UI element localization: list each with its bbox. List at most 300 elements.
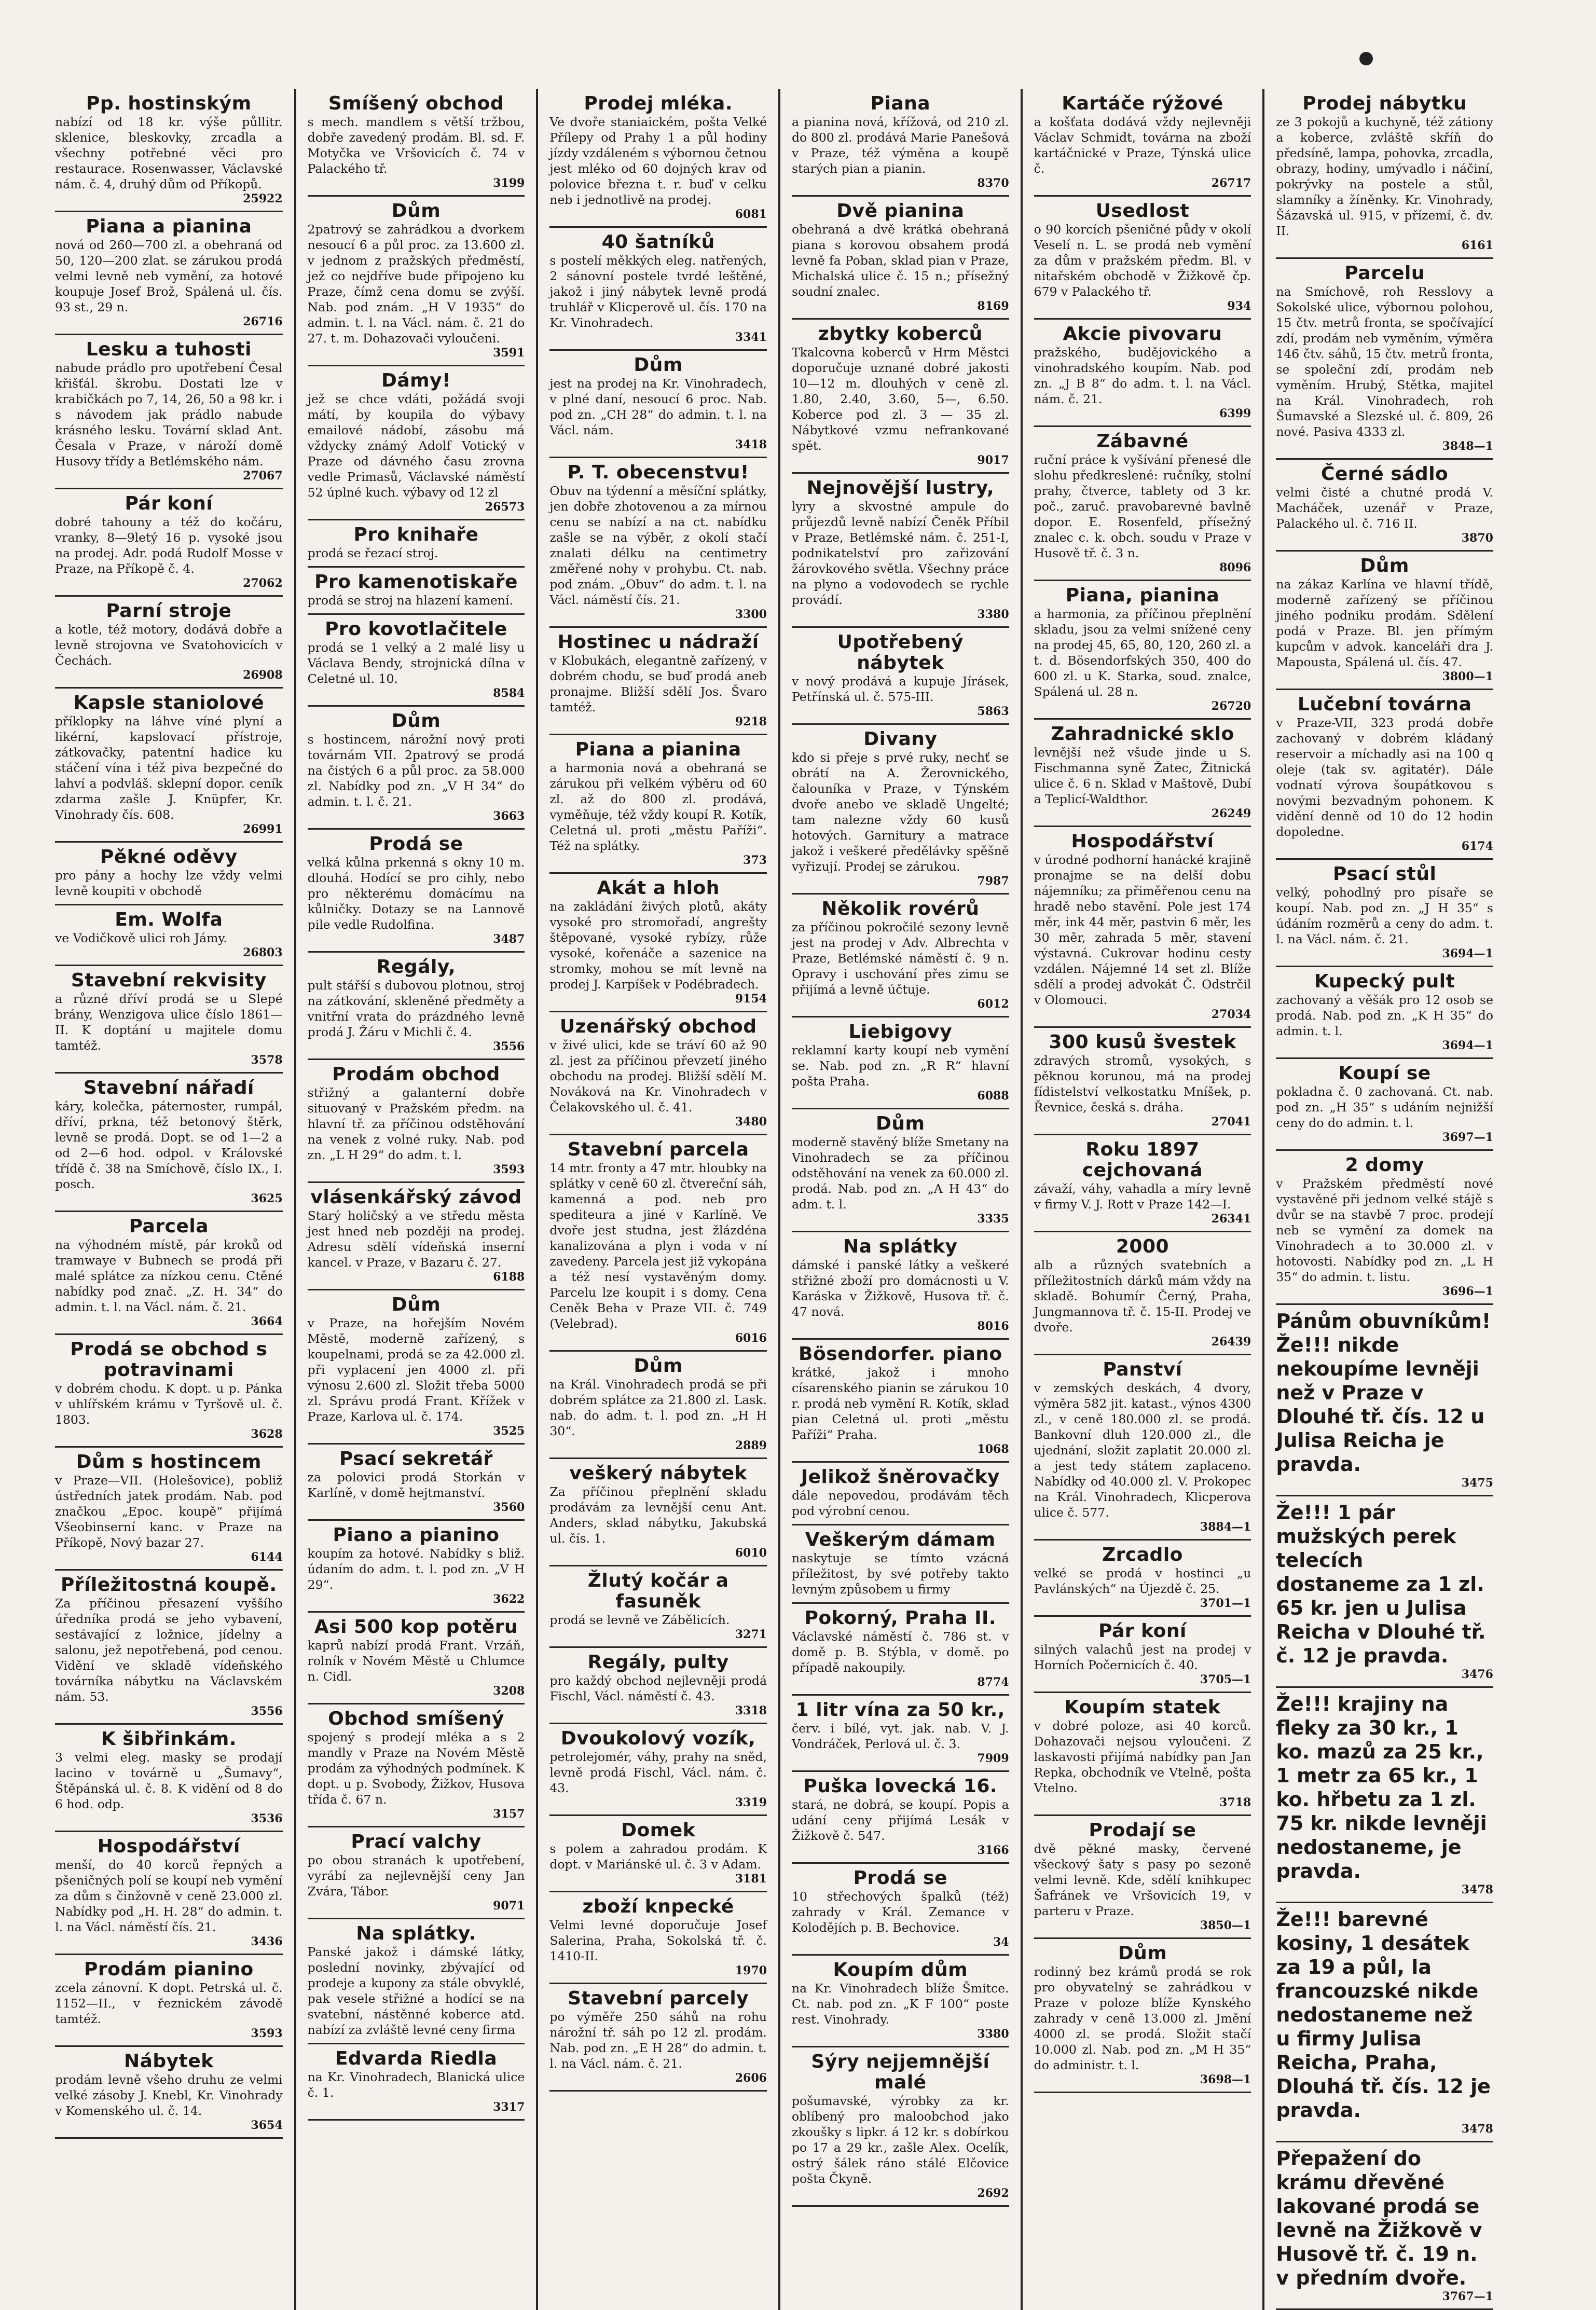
ad-body: na Kr. Vinohradech blíže Šmitce. Ct. nab. pod zn. „K F 100“ poste rest. Vinohrady. [791, 1981, 1009, 2027]
ad-body: pražského, budějovického a vinohradského koupím. Nab. pod zn. „J B 8“ do adm. t. l. na Václ. nám. č. 21. [1034, 345, 1251, 406]
ad-code: 3696—1 [1442, 1285, 1493, 1298]
ad-title: Pp. hostinským [86, 93, 252, 114]
ad-code: 3478 [1461, 2122, 1493, 2136]
ad-body: na Král. Vinohradech prodá se při dobrém splátce za 21.800 zl. Lask. nab. do adm. t. l. pod zn. „H H 30“. [549, 1377, 767, 1438]
ad-column [1021, 89, 1263, 2310]
ad-body: velká kůlna prkenná s okny 10 m. dlouhá. Hodící se pro cihly, nebo pro některému domácímu na kůlničky. Dotazy se na Lannově pile vedle Rudolfina. [307, 855, 525, 932]
ad-code: 6010 [735, 1546, 767, 1560]
classified-ad [549, 1984, 767, 2092]
ad-code: 3319 [735, 1796, 767, 1809]
ad-body: velmi čisté a chutné prodá V. Macháček, uzenář v Praze, Palackého ul. č. 716 II. [1276, 485, 1493, 531]
ad-column [1262, 89, 1505, 2310]
ad-code: 3697—1 [1442, 1131, 1493, 1144]
classified-ad [792, 1018, 1009, 1109]
ad-title: Lesku a tuhosti [86, 339, 252, 360]
ad-title: Piana [870, 93, 931, 114]
ad-body: 3 velmi eleg. masky se prodají lacino v továrně u „Šumavy“, Štěpánská ul. č. 8. K vidění od 8 do 6 hod. odp. [55, 1750, 283, 1811]
classified-ad [792, 197, 1009, 320]
ad-code: 7909 [977, 1752, 1009, 1765]
ad-column [778, 89, 1021, 2310]
ad-body: v Praze, na hořejším Novém Městě, moderně zařízený, s koupelnami, prodá se za 42.000 zl. při vyplacení jen 4000 zl. při výnosu 2.600 zl. Složit třeba 5000 zl. Správu prodá Frant. Křížek v Praze, Karlova ul. č. 174. [307, 1316, 525, 1424]
ad-code: 3199 [493, 176, 525, 190]
ad-body: lyry a skvostné ampule do průjezdů levně nabízí Čeněk Příbil v Praze, Betlémské nám. č. 251-I, podnikatelství pro zařizování žárovkového světla. Všechny práce na plyno a vodovodech se rychle provádí. [791, 499, 1009, 607]
classified-ad [55, 905, 283, 966]
classified-ad [549, 628, 767, 735]
classified-ad [55, 335, 283, 489]
ad-code: 9071 [493, 1899, 525, 1913]
ad-title: Domek [621, 1820, 696, 1841]
classified-ad [1276, 1059, 1493, 1151]
classified-ad [1276, 1151, 1493, 1305]
ad-title: Dům [391, 710, 441, 732]
ad-title: Sýry nejjemnější malé [811, 2051, 990, 2093]
classified-ad [792, 1956, 1009, 2047]
ad-code: 3664 [251, 1315, 283, 1328]
ad-title: Zahradnické sklo [1051, 723, 1234, 745]
ad-title: 2000 [1116, 1236, 1170, 1257]
classified-ad [549, 1892, 767, 1984]
ad-body: v Praze-VII, 323 prodá dobře zachovaný v dobrém kládaný reservoir a míchadly asi na 100 q oleje (tak sv. agitatér). Dále vodnatí výrova šoupátkovou s novými bezvadným pohonem. K vidění denně od 10 do 12 hodin dopoledne. [1276, 716, 1493, 839]
ad-body: a různé dříví prodá se u Slepé brány, Wenzigova ulice číslo 1861—II. K doptání u majitele domu tamtéž. [55, 992, 283, 1053]
classified-ad [792, 474, 1009, 628]
ad-title: Kapsle staniolové [73, 692, 265, 713]
ad-code: 8370 [977, 176, 1009, 190]
ad-body: v Pražském předměstí nové vystavěné při jednom velké stájě s dvůr se na stavbě 7 proc. prodejí neb se vymění za domek na Vinohradech a to 30.000 zl. v hotovosti. Nabídky pod zn. „L H 35“ do admin. t. listu. [1276, 1176, 1493, 1284]
ad-title: Kupecký pult [1314, 971, 1455, 992]
classified-ad [1034, 320, 1251, 427]
classified-ad [308, 830, 525, 953]
ad-title: Obchod smíšený [328, 1708, 504, 1729]
classified-ad [1276, 460, 1493, 552]
ad-body: a kotle, též motory, dodává dobře a levně strojovna ve Svatohovicích v Čechách. [55, 622, 283, 668]
classified-ad [308, 953, 525, 1060]
ad-title: Černé sádlo [1321, 463, 1449, 485]
ad-code: 3380 [977, 2027, 1009, 2041]
ad-code: 8584 [493, 686, 525, 700]
ad-title: Dům [876, 1113, 925, 1134]
ad-body: Tkalcovna koberců v Hrm Městci doporučuje uznané dobré jakosti 10—12 m. dlouhých v ceně zl. 1.80, 2.40, 3.60, 5—, 6.50. Koberce pod zl. 3 — 35 zl. Nábytkové vzmu nefrankované spět. [791, 345, 1009, 453]
ad-body: a harmonia nová a obehraná se zárukou při velkém výběru od 60 zl. až do 800 zl. prodává, vyměňuje, též vždy koupí R. Kotík, Celetná ul. proti „městu Paříži“. Též na splátky. [549, 761, 767, 853]
ad-title: Pěkné oděvy [100, 846, 238, 868]
ad-title: Prodej nábytku [1302, 93, 1467, 114]
ad-code: 934 [1227, 299, 1251, 313]
ad-body: za polovici prodá Storkán v Karlíně, v domě hejtmanství. [307, 1470, 525, 1500]
ad-title: Lučební továrna [1297, 694, 1472, 715]
classified-ad [549, 1135, 767, 1352]
ad-title: Jelikož šněrovačky [801, 1466, 1000, 1488]
ad-title: Piana a pianina [86, 216, 252, 237]
ad-code: 1970 [735, 1964, 767, 1977]
ad-title: Koupím statek [1064, 1697, 1221, 1718]
ad-code: 9218 [735, 715, 767, 728]
ad-code: 26716 [243, 315, 283, 328]
ad-body: kdo si přeje s prvé ruky, nechť se obrátí na A. Žerovnického, čalouníka v Praze, v Týnském dvoře anebo ve skladě Ungelté; tam nalezne vždy 60 kusů hotových. Garnitury a matrace jakož i veškeré předělávky spěšně vyřizují. Prodej se zárukou. [791, 750, 1009, 874]
classified-ad [1276, 1305, 1493, 1496]
classified-ad [55, 843, 283, 905]
ad-body: obehraná a dvě krátká obehraná piana s korovou obsahem prodá levně fa Poban, sklad pian v Praze, Michalská ulice č. 15 n.; přísežný soudní znalec. [791, 222, 1009, 299]
classified-ad [792, 1340, 1009, 1463]
classified-ad [792, 1604, 1009, 1696]
ad-body: 2patrový se zahrádkou a dvorkem nesoucí 6 a půl proc. za 13.600 zl. v jednom z pražských předměstí, jež co nejdříve bude připojeno ku Praze, čímž cena domu se zvýší. Nab. pod znám. „H V 1935“ do admin. t. l. na Václ. nám. č. 21 do 27. t. m. Dohazovači vyloučeni. [307, 222, 525, 346]
ad-title: Pár koní [125, 493, 213, 514]
ad-code: 3591 [493, 346, 525, 360]
ad-title: Nejnovější lustry, [806, 477, 995, 499]
ad-title: Upotřebený nábytek [837, 631, 964, 673]
ad-title: Asi 500 kop potěru [314, 1616, 518, 1638]
ad-code: 7987 [977, 874, 1009, 888]
ad-code: 3694—1 [1442, 1039, 1493, 1052]
ad-body: prodá se levně ve Zábělicích. [549, 1613, 730, 1627]
ad-title: Psací stůl [1333, 863, 1437, 885]
ad-title: Divany [863, 728, 938, 750]
classified-ad [55, 2047, 283, 2139]
classified-ad [549, 1724, 767, 1816]
ad-title: Kartáče rýžové [1062, 93, 1223, 114]
ad-title: Žlutý kočár a fasuněk [587, 1570, 729, 1612]
columns-container [52, 89, 1505, 2303]
classified-ad [55, 966, 283, 1074]
classified-ad [792, 1696, 1009, 1772]
ad-body: a košťata dodává vždy nejlevněji Václav Schmidt, továrna na zboží kartáčnické v Praze, Týnská ulice č. [1034, 115, 1251, 176]
ad-code: 26991 [243, 822, 283, 836]
ad-code: 3317 [493, 2100, 525, 2114]
ad-body: závaží, váhy, vahadla a míry levně v firmy V. J. Rott v Praze 142—I. [1034, 1181, 1251, 1212]
ad-code: 3556 [493, 1040, 525, 1053]
ad-body: v Klobukách, elegantně zařízený, v dobrém chodu, se buď prodá aneb pronajme. Bližší sdělí Jos. Švaro tamtéž. [549, 653, 767, 714]
ad-body: Za příčinou přesazení vyššího úředníka prodá se jeho vybavení, sestávající z ložnice, jídelny a salonu, jež nepotřebená, pod cenou. Vidění ve skladě vídeňského továrníka nábytku na Václavském nám. 53. [55, 1596, 283, 1704]
ad-code: 373 [743, 854, 767, 867]
classified-ad [55, 689, 283, 843]
ad-code: 34 [993, 1935, 1009, 1949]
ad-body: prodá se stroj na hlazení kamení. [307, 593, 513, 608]
classified-ad [308, 197, 525, 366]
classified-ad [308, 2044, 525, 2121]
ad-title: Dům s hostincem [76, 1451, 262, 1473]
ad-body: ruční práce k vyšívání přenesé dle slohu předkreslené: ručníky, stolní prahy, čtverce, tablety od 3 kr. poč., zaruč. pravobarevné bavlně dopor. E. Rosenfeld, přísežný znalec c. k. obch. soudu v Praze v Husově tř. č. 3 n. [1034, 452, 1251, 560]
classified-ad [55, 1832, 283, 1955]
ad-code: 3870 [1461, 531, 1493, 545]
ad-code: 3271 [735, 1628, 767, 1641]
ad-body: krátké, jakož i mnoho císarenského pianin se zárukou 10 r. prodá neb vymění R. Kotík, sklad pian Celetná ul. proti „městu Paříži“ Praha. [791, 1365, 1009, 1442]
ad-body: levnější než všude jinde u S. Fischmanna syně Žatec, Žitnická ulice č. 6 n. Sklad v Maštově, Dubí a Teplicí-Waldthor. [1034, 745, 1251, 806]
ad-body: nová od 260—700 zl. a obehraná od 50, 120—200 zlat. se zárukou prodá velmi levně neb vymění, za hotové koupuje Josef Brož, Spálená ul. čís. 93 st., 29 n. [55, 238, 283, 314]
ad-code: 5863 [977, 705, 1009, 718]
ad-title: Pro knihaře [353, 524, 479, 545]
ad-title: Smíšený obchod [328, 93, 504, 114]
ad-title: Parní stroje [106, 600, 232, 622]
ad-body: v Praze—VII. (Holešovice), pobliž ústředních jatek prodám. Nab. pod značkou „Epoc. koupě“ přijímá Všeobinserní kanc. v Praze na Příkopě, Nový bazar 27. [55, 1473, 283, 1550]
ad-code: 26720 [1211, 699, 1251, 713]
ad-code: 3663 [493, 809, 525, 823]
ad-code: 3800—1 [1442, 670, 1493, 683]
classified-ad [792, 1109, 1009, 1232]
classified-ad [1034, 1693, 1251, 1816]
ad-code: 6174 [1461, 840, 1493, 853]
classified-ad [549, 89, 767, 228]
classified-ad [792, 628, 1009, 725]
ad-body: červ. i bílé, vyt. jak. nab. V. J. Vondráček, Perlová ul. č. 3. [791, 1721, 1009, 1751]
ad-body: na zakládání živých plotů, akáty vysoké pro stromořadí, angrešty štěpované, vysoké rybízy, růže vysoké, kořenáče a sazenice na stromky, mohou se mít levně na prodej J. Karpíšek v Podébradech. [549, 899, 767, 992]
ad-body: moderně stavěný blíže Smetany na Vinohradech se za příčinou odstěhování na venek za 60.000 zl. prodá. Nab. pod zn. „A H 43“ do adm. t. l. [791, 1135, 1009, 1212]
ad-code: 3848—1 [1442, 439, 1493, 453]
ad-title: Stavební parcely [568, 1988, 749, 2009]
ad-title: Na splátky. [356, 1923, 476, 1944]
classified-ad [55, 489, 283, 597]
ad-title: Dvě pianina [836, 200, 965, 222]
ad-title: vlásenkářský závod [310, 1187, 522, 1208]
ad-code: 3694—1 [1442, 947, 1493, 960]
ad-code: 25922 [243, 192, 283, 205]
ad-body: na výhodném místě, pár kroků od tramwaye v Bubnech se prodá při malé splátce za nízkou cenu. Ctěné nabídky pod znač. „Z. H. 34“ do admin. t. l. na Václ. nám. č. 21. [55, 1238, 283, 1314]
ad-title: Dům [634, 354, 683, 376]
ad-title: Psací sekretář [339, 1448, 493, 1469]
classified-ad [549, 874, 767, 1012]
classified-ad [792, 895, 1009, 1018]
ad-body: zdravých stromů, vysokých, s pěknou korunou, má na prodej fídistelství velkostatku Mníšek, p. Řevnice, česká s. dráha. [1034, 1053, 1251, 1115]
ad-code: 26341 [1211, 1212, 1251, 1226]
ad-code: 27067 [243, 469, 283, 483]
ad-code: 3578 [251, 1053, 283, 1067]
ad-title: Prodá se [369, 833, 463, 855]
ad-title: Prodají se [1089, 1820, 1196, 1841]
ad-code: 26249 [1211, 807, 1251, 820]
classified-ad [55, 1448, 283, 1571]
ad-body: pult stářší s dubovou plotnou, stroj na zátkování, skleněné předměty a vnitřní vrata do prázdného levně prodá J. Žáru v Michli č. 4. [307, 978, 525, 1039]
ad-code: 26717 [1211, 176, 1251, 190]
ad-code: 3622 [493, 1592, 525, 1606]
classified-ad [308, 1060, 525, 1183]
ad-title: Zrcadlo [1102, 1544, 1183, 1565]
ad-title: Hospodářství [97, 1836, 240, 1857]
classified-ad [55, 89, 283, 212]
classified-ad [308, 1290, 525, 1445]
ad-body: s hostincem, nárožní nový proti továrnám VII. 2patrový se prodá na čistých 6 a půl proc. za 58.000 zl. Nabídky pod zn. „V H 34“ do admin. t. l. č. 21. [307, 732, 525, 809]
ad-code: 27041 [1211, 1115, 1251, 1129]
ad-title: Piano a pianino [333, 1524, 500, 1546]
ad-title: Liebigovy [848, 1021, 953, 1042]
ad-title: Stavební nářadí [83, 1077, 254, 1098]
ad-body: a harmonia, za příčinou přeplnění skladu, jsou za velmi snížené ceny na prodej 45, 65, 80, 120, 260 zl. a t. d. Bösendorfských 350, 400 do 600 zl. u K. Starka, soud. znalce, Spálená ul. 28 n. [1034, 607, 1251, 699]
ad-title: Prodá se obchod s potravinami [70, 1339, 268, 1381]
ad-title: Příležitostná koupě. [60, 1574, 277, 1596]
ad-body: petrolejomér, váhy, prahy na sněd, levně prodá Fischl, Václ. nám. č. 43. [549, 1750, 767, 1795]
ad-title: Piana a pianina [575, 739, 741, 760]
classified-ad [1034, 581, 1251, 720]
ad-title: Roku 1897 cejchovaná [1082, 1139, 1203, 1181]
classified-ad [1276, 967, 1493, 1059]
ad-body: pro pány a hochy lze vždy velmi levně koupiti v obchodě [55, 868, 283, 898]
ad-body: Že!!! 1 pár mužských perek telecích dostaneme za 1 zl. 65 kr. jen u Julisa Reicha v Dlouhé tř. č. 12 je pravda. [1276, 1501, 1486, 1667]
ad-title: Puška lovecká 16. [803, 1776, 998, 1797]
ad-title: Koupím dům [833, 1959, 968, 1981]
ad-title: 2 domy [1345, 1154, 1424, 1176]
ad-body: Starý holičský a ve středu města jest hned neb později na prodej. Adresu sdělí vídeňská inserní kancel. v Praze, v Bazaru č. 27. [307, 1208, 525, 1270]
ad-title: Pro kamenotiskaře [314, 571, 518, 593]
ad-body: ze 3 pokojů a kuchyně, též zátiony a koberce, zvláště skříň do předsíně, lampa, pohovka, zrcadla, obrazy, hodiny, umývadlo i náčiní, pokrývky na postele a stůl, slamníky a žíněnky. Kr. Vinohrady, Šázavská ul. 915, v přízemí, č. dv. II. [1276, 115, 1493, 238]
ad-body: prodá se řezací stroj. [307, 546, 438, 560]
ad-body: silných valachů jest na prodej v Horních Počernicích č. 40. [1034, 1642, 1251, 1672]
ad-code: 3698—1 [1200, 2073, 1251, 2086]
ad-code: 26803 [243, 946, 283, 959]
ad-title: Akát a hloh [597, 877, 720, 899]
classified-ad [792, 725, 1009, 895]
ad-body: koupím za hotové. Nabídky s bliž. údaním do adm. t. l. pod zn. „V H 29“. [307, 1546, 525, 1592]
ad-code: 3560 [493, 1501, 525, 1514]
classified-ad [1276, 690, 1493, 860]
ad-code: 27034 [1211, 1008, 1251, 1021]
classified-ad [549, 1816, 767, 1892]
classified-ad [308, 568, 525, 615]
ad-title: Prodám obchod [332, 1064, 500, 1085]
classified-ad [549, 735, 767, 874]
ad-body: kaprů nabízí prodá Frant. Vrzáň, rolník v Novém Městě u Chlumce n. Cidl. [307, 1638, 525, 1684]
ad-title: Bösendorfer. piano [799, 1343, 1002, 1365]
classified-ad [549, 1352, 767, 1459]
ad-title: Dům [391, 1294, 441, 1315]
classified-ad [308, 615, 525, 707]
classified-ad [1034, 197, 1251, 320]
classified-ad [1034, 1028, 1251, 1135]
ad-body: Velmi levné doporučuje Josef Salerina, Praha, Sokolská tř. č. 1410-II. [549, 1918, 767, 1963]
ad-code: 3718 [1219, 1796, 1251, 1809]
ad-body: rodinný bez krámů prodá se rok pro obyvatelný se zahrádkou v Praze v poloze blíže Kynského zahrady v ceně 13.000 zl. Jmění 4000 zl. se prodá. Složit stačí 10.000 zl. Nab. pod zn. „M H 35“ do administr. t. l. [1034, 1964, 1251, 2072]
classified-ad [308, 1445, 525, 1521]
ad-title: Em. Wolfa [115, 909, 223, 930]
ad-body: alb a různých svatebních a příležitostních dárků mám vždy na skladě. Bohumír Černý, Praha, Jungmannova tř. č. 15-II. Prodej ve dvoře. [1034, 1258, 1251, 1335]
classified-ad [1034, 720, 1251, 827]
classified-ad [308, 1919, 525, 2044]
ad-title: Dům [391, 200, 441, 222]
ad-title: Na splátky [843, 1236, 958, 1257]
classified-ad [792, 2047, 1009, 2207]
ad-body: naskytuje se tímto vzácná příležitost, by své potřeby takto levným způsobem u firmy [791, 1551, 1009, 1597]
ad-title: Dům [1360, 555, 1409, 576]
ad-code: 2606 [735, 2071, 767, 2085]
ad-body: v živé ulici, kde se tráví 60 až 90 zl. jest za příčinou převzetí jiného obchodu na prodej. Bližší sdělí M. Nováková na Kr. Vinohradech v Čelakovského ul. č. 41. [549, 1038, 767, 1115]
ad-body: dvě pěkné masky, červené všeckový šaty s pasy po sezoně velmi levně. Kde, sdělí knihkupec Šafránek ve Vršovicích 19, v parteru v Praze. [1034, 1841, 1251, 1918]
ad-body: v nový prodává a kupuje Jírásek, Petřínská ul. č. 575-III. [791, 674, 1009, 704]
classified-ad [55, 1725, 283, 1832]
ad-code: 3654 [251, 2119, 283, 2132]
ad-body: s polem a zahradou prodám. K dopt. v Mariánské ul. č. 3 v Adam. [549, 1841, 767, 1872]
classified-ad [308, 1613, 525, 1704]
ad-body: na zákaz Karlína ve hlavní třídě, moderně zařízený se příčinou jiného podniku prodám. Sdělení podá v Praze. Bl. jen přímým kupcům v advok. kanceláři dra J. Mapousta, Spálená ul. čís. 47. [1276, 577, 1493, 669]
classified-ad [1034, 827, 1251, 1028]
ad-title: veškerý nábytek [569, 1463, 747, 1484]
classified-ad [1034, 1541, 1251, 1617]
ad-title: Dům [634, 1355, 683, 1377]
ad-code: 3181 [735, 1872, 767, 1886]
ad-body: 14 mtr. fronty a 47 mtr. hloubky na splátky v ceně 60 zl. čtvereční sáh, kamenná a pod. neb pro spediteura a jiné v Karlíně. Ve dvoře jest studna, jest žlázdéna kanalizována a plyn i voda v ní zavedeny. Parcela jest již vykopána a též nesí vystavěným domy. Parcelu lze koupit i s domy. Cena Ceněk Beha v Praze VII. č. 749 (Velebrad). [549, 1161, 767, 1331]
ad-body: Že!!! krajiny na fleky za 30 kr., 1 ko. mazů za 25 kr., 1 metr za 65 kr., 1 ko. hřbetu za 1 zl. 75 kr. nikde levněji nedostaneme, je pravda. [1276, 1693, 1487, 1882]
ad-body: za příčinou pokročilé sezony levně jest na prodej v Adv. Albrechta v Praze, Betlémské náměstí č. 9 n. Opravy i uschování přes zimu se přijímá a levně účtuje. [791, 920, 1009, 997]
classified-ad [1276, 89, 1493, 259]
ad-title: 1 litr vína za 50 kr., [795, 1699, 1005, 1721]
ad-code: 26439 [1211, 1335, 1251, 1349]
ad-body: s mech. mandlem s větší tržbou, dobře zavedený prodám. Bl. sd. F. Motyčka ve Vršovicích č. 74 v Palackého tř. [307, 115, 525, 176]
classified-ad [1276, 259, 1493, 460]
ad-title: Prodám pianino [84, 1959, 254, 1980]
ad-body: menší, do 40 korců řepných a pšeničných polí se koupí neb vymění za dům s činžovně v ceně 23.000 zl. Nabídky pod „H. H. 28“ do admin. t. l. na Václ. náměstí čís. 21. [55, 1858, 283, 1934]
page-mark [1359, 52, 1373, 65]
ad-title: Usedlost [1095, 200, 1190, 222]
classified-ad [55, 1571, 283, 1725]
ad-code: 3157 [493, 1807, 525, 1821]
ad-code: 3476 [1461, 1668, 1493, 1681]
ad-code: 2692 [977, 2187, 1009, 2200]
ad-body: po obou stranách k upotřebení, vyrábí za nejlevnější ceny Jan Zvára, Tábor. [307, 1853, 525, 1899]
ad-body: prodám levně všeho druhu ze velmi velké zásoby J. Knebl, Kr. Vinohrady v Komenského ul. č. 14. [55, 2072, 283, 2118]
ad-code: 3525 [493, 1424, 525, 1438]
ad-body: stará, ne dobrá, se koupí. Popis a udání ceny přijímá Lesák v Žižkově č. 547. [791, 1797, 1009, 1843]
classified-ad [1034, 1135, 1251, 1232]
ad-code: 3318 [735, 1704, 767, 1717]
ad-body: dámské i panské látky a veškeré střižné zboží pro domácnosti u V. Karáska v Žižkově, Husova tř. č. 47 nová. [791, 1258, 1009, 1319]
ad-code: 3625 [251, 1192, 283, 1205]
ad-title: Stavební rekvisity [71, 970, 267, 991]
ad-body: pro každý obchod nejlevněji prodá Fischl, Václ. náměstí č. 43. [549, 1673, 767, 1703]
ad-title: Koupí se [1338, 1063, 1431, 1084]
ad-body: Přepažení do krámu dřevěné lakované prodá se levně na Žižkově v Husově tř. č. 19 n. v předním dvoře. [1276, 2147, 1482, 2289]
ad-body: v dobré poloze, asi 40 korců. Dohazovači nejsou vyloučeni. Z laskavosti přijímá nabídky pan Jan Repka, obchodník ve Vtelně, pošta Vtelno. [1034, 1718, 1251, 1795]
classified-ad [549, 1648, 767, 1724]
ad-code: 8774 [977, 1675, 1009, 1689]
ad-title: Uzenářský obchod [559, 1016, 757, 1037]
ad-title: zboží knpecké [582, 1896, 734, 1917]
ad-body: spojený s prodejí mléka a s 2 mandly v Praze na Novém Městě prodám za výhodných podmínek. K dopt. u p. Svobody, Žižkov, Husova třída č. 67 n. [307, 1730, 525, 1807]
ad-code: 3701—1 [1200, 1597, 1251, 1610]
classified-ad [55, 1335, 283, 1448]
ad-title: Piana, pianina [1065, 585, 1220, 606]
ad-title: Dům [1118, 1943, 1167, 1964]
ad-code: 6012 [977, 997, 1009, 1011]
ad-code: 3436 [251, 1935, 283, 1948]
ad-body: reklamní karty koupí neb vymění se. Nab. pod zn. „R R“ hlavní pošta Praha. [791, 1043, 1009, 1089]
ad-body: Václavské náměstí č. 786 st. v domě p. B. Stýbla, v domě. po případě nakoupily. [791, 1629, 1009, 1675]
ad-code: 6161 [1461, 239, 1493, 252]
ad-column [536, 89, 778, 2310]
ad-title: Zábavné [1096, 431, 1189, 452]
ad-title: Veškerým dámam [805, 1529, 996, 1550]
ad-title: Hostinec u nádraží [557, 631, 759, 653]
classified-ad [1034, 427, 1251, 581]
ad-code: 3487 [493, 932, 525, 946]
ad-title: Dámy! [381, 370, 451, 391]
ad-code: 3556 [251, 1704, 283, 1718]
classified-ad [308, 366, 525, 520]
ad-code: 3341 [735, 331, 767, 344]
ad-body: na Kr. Vinohradech, Blanická ulice č. 1. [307, 2070, 525, 2100]
ad-title: Pokorný, Praha II. [804, 1607, 997, 1629]
classified-ad [55, 1212, 283, 1335]
ad-body: Za příčinou přeplnění skladu prodávám za levnější cenu Ant. Anders, sklad nábytku, Jakubská ul. čís. 1. [549, 1484, 767, 1546]
ad-code: 3335 [977, 1212, 1009, 1226]
classified-ad [1034, 1232, 1251, 1355]
classified-ad [1276, 1496, 1493, 1688]
classified-ad [1034, 1617, 1251, 1693]
ad-body: zachovaný a věšák pro 12 osob se prodá. Nab. pod zn. „K H 35“ do admin. t. l. [1276, 993, 1493, 1038]
ad-body: 10 střechových špalků (též) zahrady v Král. Zemance v Kolodějích p. B. Bechovice. [791, 1889, 1009, 1935]
ad-body: prodá se 1 velký a 2 malé lisy u Václava Bendy, strojnická dílna v Celetné ul. 10. [307, 640, 525, 686]
ad-code: 3705—1 [1200, 1673, 1251, 1686]
ad-body: a pianina nová, křížová, od 210 zl. do 800 zl. prodává Marie Panešová v Praze, též výměna a koupě starých pian a pianin. [791, 115, 1009, 176]
ad-title: K šibřinkám. [101, 1728, 237, 1750]
ad-body: dále nepovedou, prodávám těch pod výrobní cenou. [791, 1488, 1009, 1518]
classified-ad [308, 1183, 525, 1290]
ad-code: 1068 [977, 1442, 1009, 1456]
ad-body: ve Vodičkově ulici roh Jámy. [55, 931, 228, 945]
ad-body: Ve dvoře staniaickém, pošta Velké Přílepy od Prahy 1 a půl hodiny jízdy vzdáleném s výbornou četnou jest mléko od 60 dojných krav od polovice března t. r. buď v celku neb i jednotlivě na prodej. [549, 115, 767, 207]
